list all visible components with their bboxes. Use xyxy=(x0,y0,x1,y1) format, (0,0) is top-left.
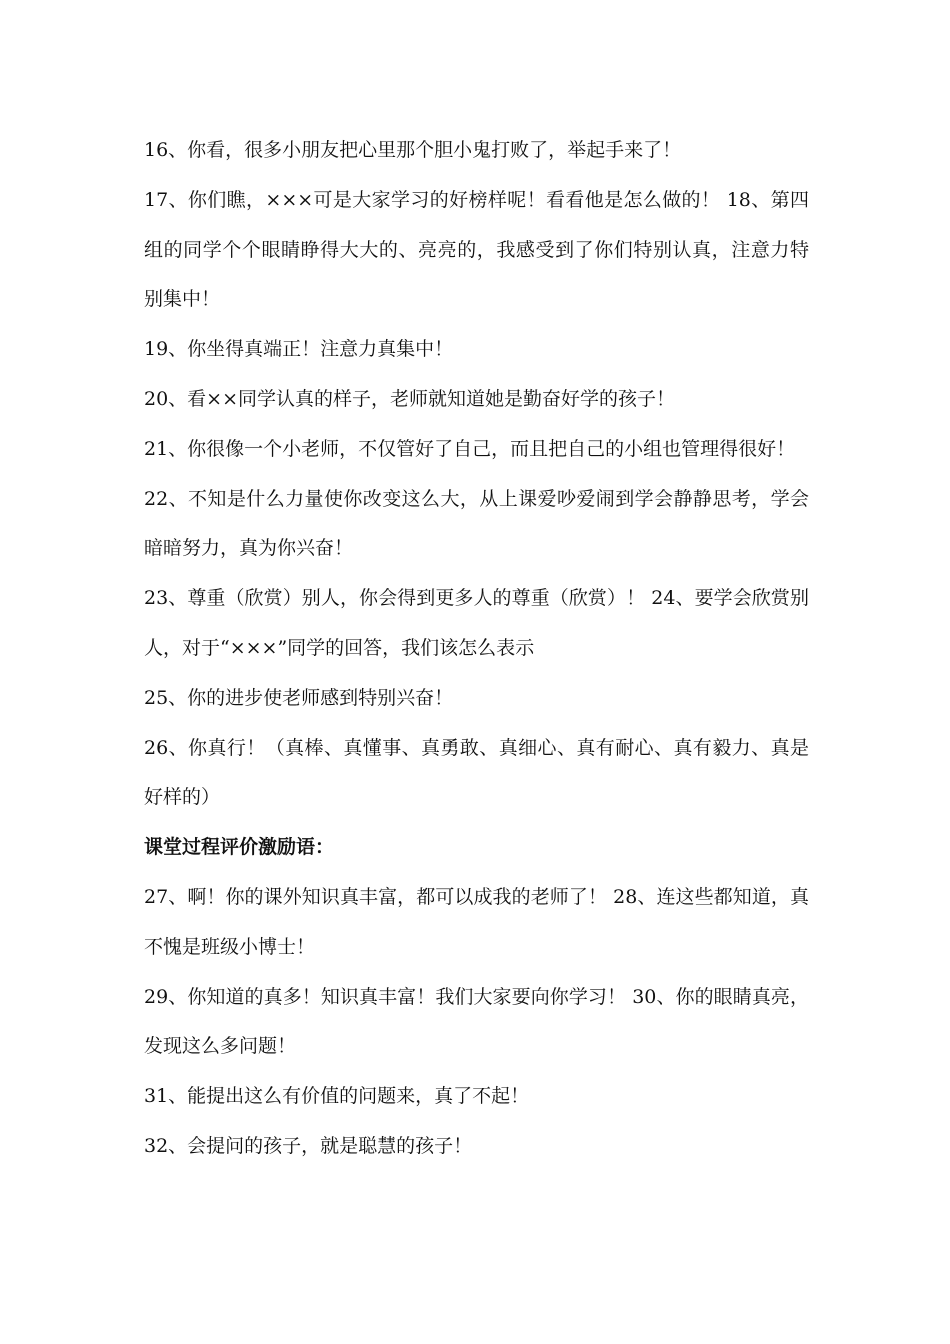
text-line: 26、你真行！（真棒、真懂事、真勇敢、真细心、真有耐心、真有毅力、真是 xyxy=(144,736,809,759)
text-line: 组的同学个个眼睛睁得大大的、亮亮的，我感受到了你们特别认真，注意力特 xyxy=(144,238,809,261)
text-line: 31、能提出这么有价值的问题来，真了不起！ xyxy=(144,1085,530,1108)
text-line: 17、你们瞧，×××可是大家学习的好榜样呢！看看他是怎么做的！ 18、第四 xyxy=(144,188,809,211)
document-body xyxy=(144,126,809,1172)
text-line: 23、尊重（欣赏）别人，你会得到更多人的尊重（欣赏）！ 24、要学会欣赏别 xyxy=(144,587,809,610)
text-line: 暗暗努力，真为你兴奋！ xyxy=(144,537,354,560)
text-line: 别集中！ xyxy=(144,288,221,311)
text-line: 32、会提问的孩子，就是聪慧的孩子！ xyxy=(144,1134,473,1157)
text-line: 27、啊！你的课外知识真丰富，都可以成我的老师了！ 28、连这些都知道，真 xyxy=(144,885,809,908)
section-heading: 课堂过程评价激励语： xyxy=(144,836,335,859)
text-line: 16、你看，很多小朋友把心里那个胆小鬼打败了，举起手来了！ xyxy=(144,139,682,161)
text-line: 不愧是班级小博士！ xyxy=(144,935,316,958)
text-line: 好样的） xyxy=(144,786,221,809)
text-line: 29、你知道的真多！知识真丰富！我们大家要向你学习！ 30、你的眼睛真亮， xyxy=(144,985,809,1008)
text-line: 人，对于“×××”同学的回答，我们该怎么表示 xyxy=(144,636,535,659)
text-line: 20、看××同学认真的样子，老师就知道她是勤奋好学的孩子！ xyxy=(144,387,676,410)
text-line: 19、你坐得真端正！注意力真集中！ xyxy=(144,338,454,361)
text-line: 25、你的进步使老师感到特别兴奋！ xyxy=(144,686,454,709)
text-line: 22、不知是什么力量使你改变这么大，从上课爱吵爱闹到学会静静思考，学会 xyxy=(144,487,809,510)
text-line: 21、你很像一个小老师，不仅管好了自己，而且把自己的小组也管理得很好！ xyxy=(144,437,796,460)
text-line: 发现这么多问题！ xyxy=(144,1035,297,1058)
